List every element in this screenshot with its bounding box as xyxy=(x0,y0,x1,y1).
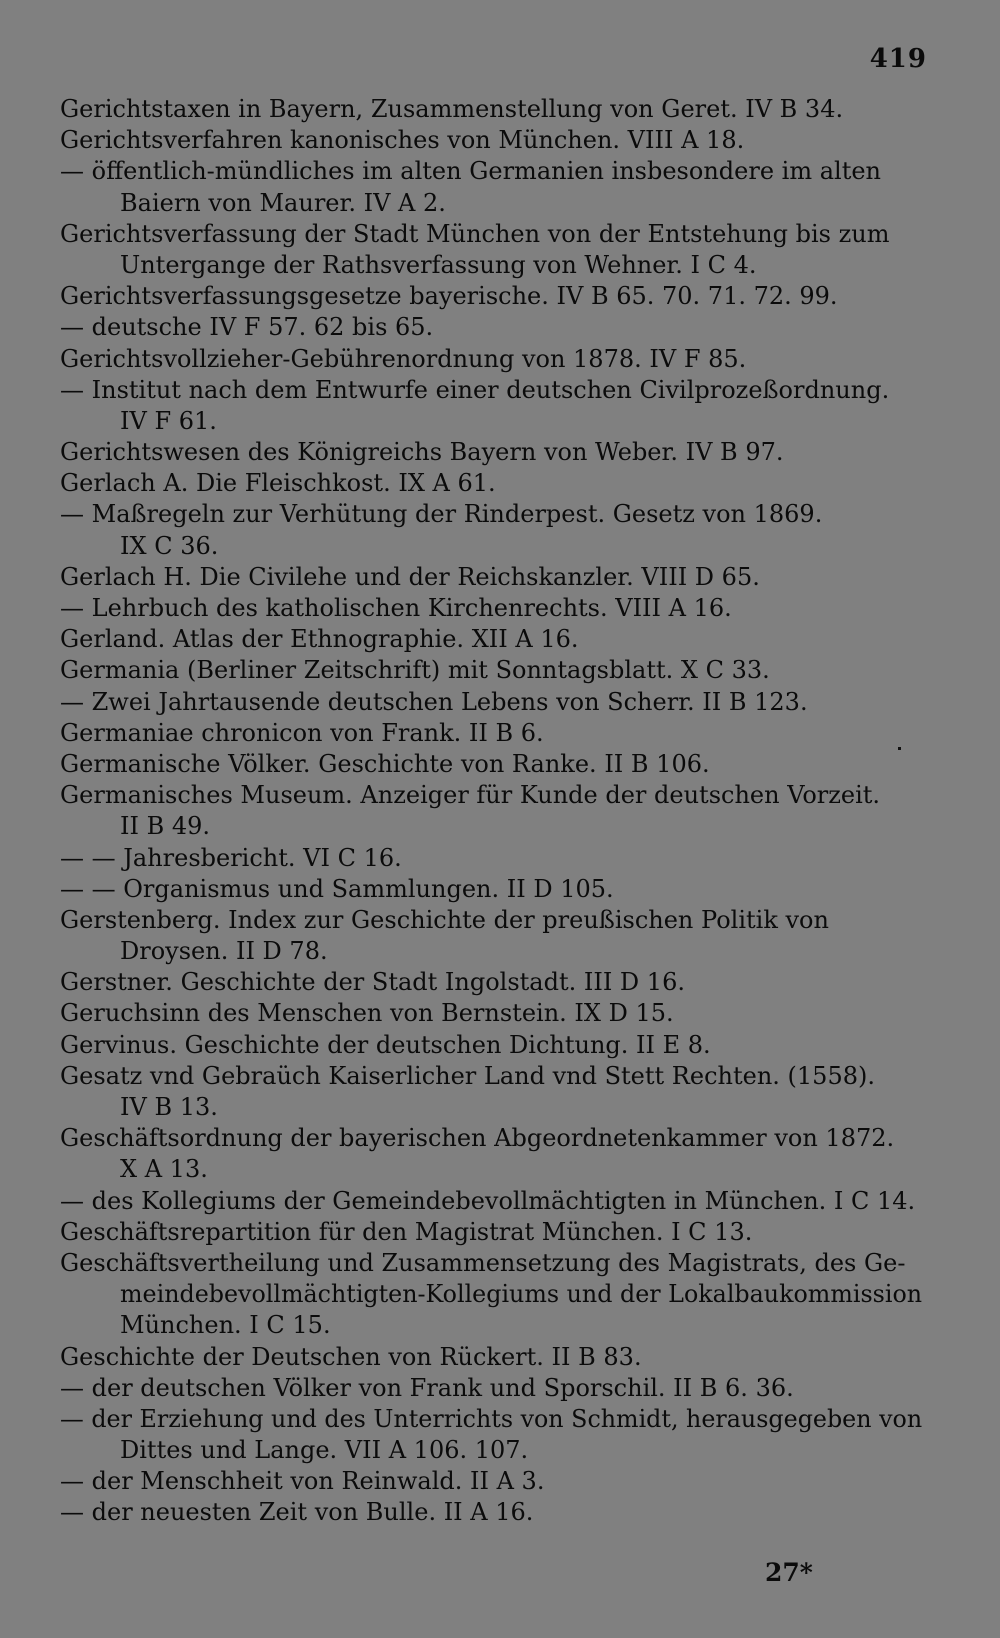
index-line: Geschichte der Deutschen von Rückert. II B 83. xyxy=(60,1342,642,1371)
index-line: Gerland. Atlas der Ethnographie. XII A 16. xyxy=(60,625,579,654)
index-line: Dittes und Lange. VII A 106. 107. xyxy=(120,1436,529,1465)
index-line: Geschäftsvertheilung und Zusammensetzung des Magistrats, des Ge- xyxy=(60,1248,906,1277)
index-line: IV B 13. xyxy=(120,1093,218,1121)
index-entries xyxy=(60,94,922,1529)
index-line: München. I C 15. xyxy=(120,1311,331,1340)
index-line: Gerichtsverfassungsgesetze bayerische. IV B 65. 70. 71. 72. 99. xyxy=(60,282,838,311)
index-line: Gerlach A. Die Fleischkost. IX A 61. xyxy=(60,469,496,498)
index-line: — der neuesten Zeit von Bulle. II A 16. xyxy=(60,1498,534,1527)
index-line: — des Kollegiums der Gemeindebevollmächtigten in München. I C 14. xyxy=(60,1186,916,1215)
index-line: Gerichtswesen des Königreichs Bayern von Weber. IV B 97. xyxy=(60,438,784,467)
index-line: — Zwei Jahrtausende deutschen Lebens von Scherr. II B 123. xyxy=(60,687,808,716)
page-number: 419 xyxy=(869,44,927,74)
index-line: Germanisches Museum. Anzeiger für Kunde der deutschen Vorzeit. xyxy=(60,781,881,810)
index-line: II B 49. xyxy=(120,812,211,841)
index-line: Gerstenberg. Index zur Geschichte der preußischen Politik von xyxy=(60,905,829,934)
print-speck xyxy=(898,747,901,750)
index-line: — deutsche IV F 57. 62 bis 65. xyxy=(60,313,434,342)
index-line: — Maßregeln zur Verhütung der Rinderpest. Gesetz von 1869. xyxy=(60,500,823,529)
index-line: Germanische Völker. Geschichte von Ranke. II B 106. xyxy=(60,749,710,778)
index-line: — Lehrbuch des katholischen Kirchenrechts. VIII A 16. xyxy=(60,594,732,622)
index-line: meindebevollmächtigten-Kollegiums und der Lokalbaukommission xyxy=(120,1280,922,1309)
index-line: X A 13. xyxy=(120,1155,208,1184)
index-line: — der deutschen Völker von Frank und Sporschil. II B 6. 36. xyxy=(60,1373,794,1402)
index-line: Geschäftsrepartition für den Magistrat München. I C 13. xyxy=(60,1217,753,1246)
index-line: — der Erziehung und des Unterrichts von Schmidt, herausgegeben von xyxy=(60,1404,922,1433)
index-line: — — Jahresbericht. VI C 16. xyxy=(60,843,402,872)
index-line: — — Organismus und Sammlungen. II D 105. xyxy=(60,874,614,903)
index-line: — öffentlich-mündliches im alten Germanien insbesondere im alten xyxy=(60,157,882,186)
signature-mark: 27* xyxy=(765,1558,813,1587)
index-line: — der Menschheit von Reinwald. II A 3. xyxy=(60,1467,545,1496)
index-line: IV F 61. xyxy=(120,406,217,435)
index-line: Untergange der Rathsverfassung von Wehner. I C 4. xyxy=(120,250,757,279)
index-line: Gerlach H. Die Civilehe und der Reichskanzler. VIII D 65. xyxy=(60,562,760,591)
index-line: Gervinus. Geschichte der deutschen Dichtung. II E 8. xyxy=(60,1030,711,1059)
index-line: — Institut nach dem Entwurfe einer deutschen Civilprozeßordnung. xyxy=(60,375,890,404)
index-line: Baiern von Maurer. IV A 2. xyxy=(120,188,446,217)
index-line: Gerichtsverfassung der Stadt München von der Entstehung bis zum xyxy=(60,219,890,248)
index-line: Gerichtsvollzieher-Gebührenordnung von 1878. IV F 85. xyxy=(60,344,747,373)
index-line: Gerichtsverfahren kanonisches von München. VIII A 18. xyxy=(60,126,745,155)
index-line: Gerstner. Geschichte der Stadt Ingolstadt. III D 16. xyxy=(60,968,685,997)
index-line: Germania (Berliner Zeitschrift) mit Sonntagsblatt. X C 33. xyxy=(60,656,770,685)
index-line: Geruchsinn des Menschen von Bernstein. IX D 15. xyxy=(60,999,674,1028)
index-line: Gesatz vnd Gebraüch Kaiserlicher Land vnd Stett Rechten. (1558). xyxy=(60,1061,875,1090)
index-line: IX C 36. xyxy=(120,531,219,560)
index-line: Geschäftsordnung der bayerischen Abgeordnetenkammer von 1872. xyxy=(60,1124,895,1153)
index-line: Germaniae chronicon von Frank. II B 6. xyxy=(60,718,544,747)
index-line: Droysen. II D 78. xyxy=(120,937,328,966)
index-line: Gerichtstaxen in Bayern, Zusammenstellung von Geret. IV B 34. xyxy=(60,95,844,123)
